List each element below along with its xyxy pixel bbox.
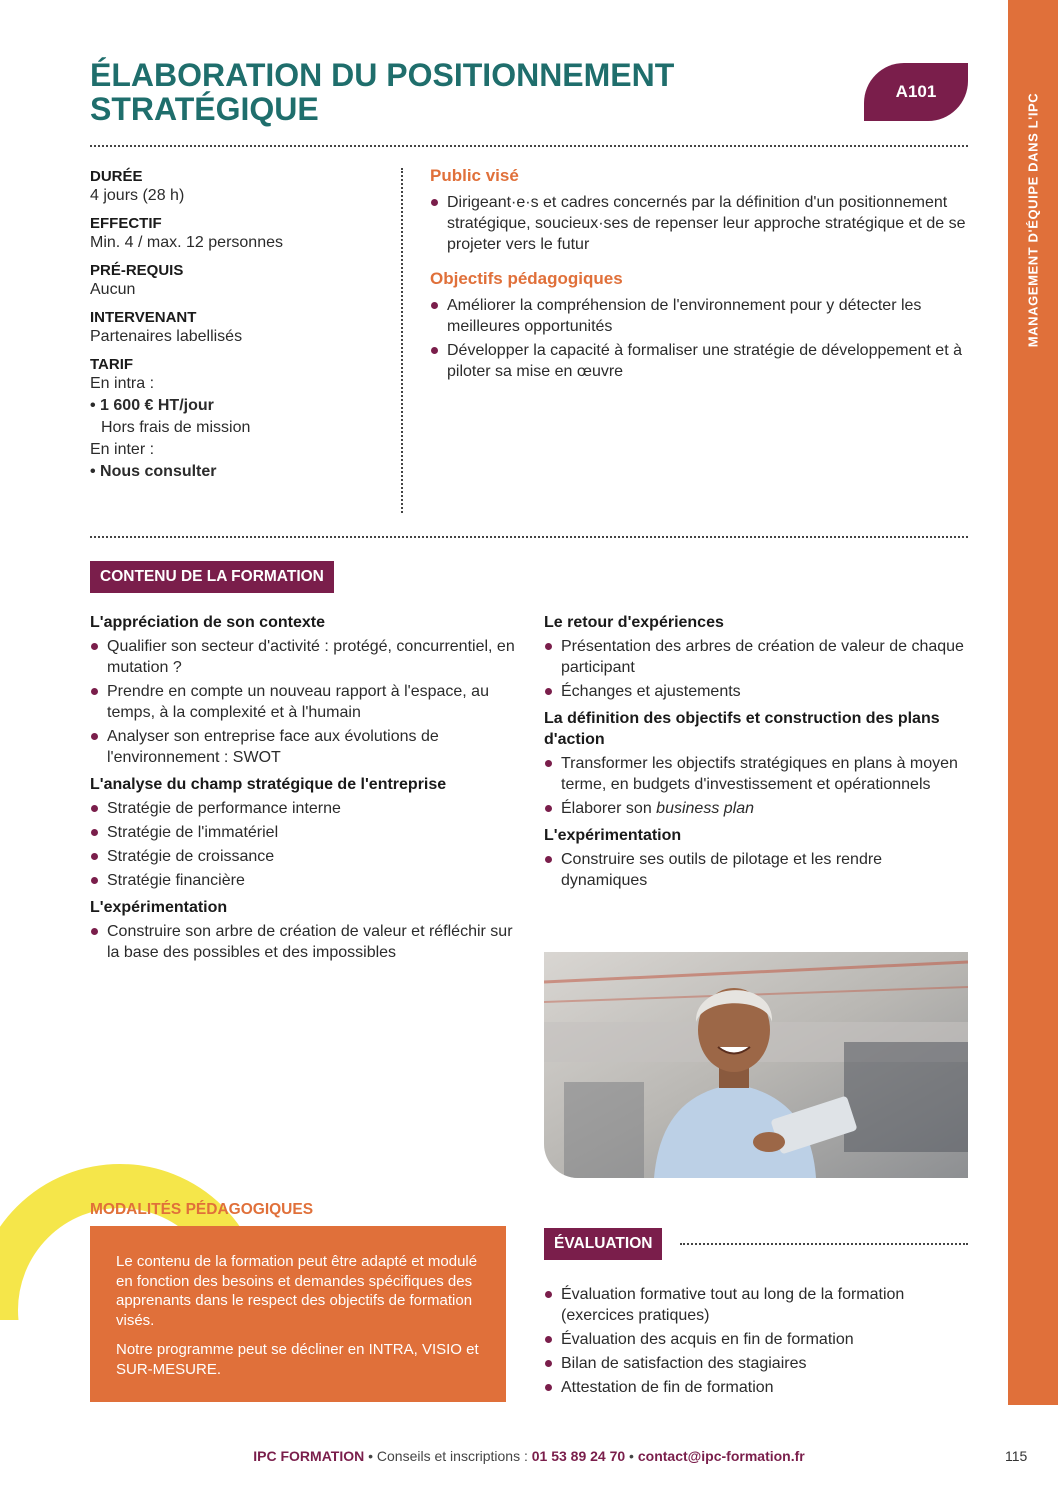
section-title: L'appréciation de son contexte xyxy=(90,614,325,631)
page-number: 115 xyxy=(1005,1448,1028,1464)
section-list xyxy=(90,921,520,963)
page-title: ÉLABORATION DU POSITIONNEMENT STRATÉGIQUE xyxy=(90,57,675,127)
footer xyxy=(0,1448,1058,1464)
section-list xyxy=(544,753,968,819)
list-item: Attestation de fin de formation xyxy=(544,1377,974,1398)
inter-label: En inter : xyxy=(90,441,155,458)
footer-text: • Conseils et inscriptions : xyxy=(364,1448,532,1464)
list-item: Stratégie de performance interne xyxy=(90,798,520,819)
footer-brand: IPC FORMATION xyxy=(253,1448,365,1464)
intervenant-label: INTERVENANT xyxy=(90,309,197,326)
list-item: Analyser son entreprise face aux évolutions de l'environnement : SWOT xyxy=(90,726,520,768)
list-item: Prendre en compte un nouveau rapport à l'espace, au temps, à la complexité et à l'humain xyxy=(90,681,520,723)
evaluation-list xyxy=(544,1284,974,1398)
section-list xyxy=(544,636,968,702)
public-heading: Public visé xyxy=(430,166,519,185)
list-item-prefix: Élaborer son xyxy=(561,800,657,817)
list-item: Construire son arbre de création de valeur et réfléchir sur la base des possibles et des impossibles xyxy=(90,921,520,963)
list-item: Dirigeant·e·s et cadres concernés par la définition d'un positionnement stratégique, soucieux·ses de repenser leur approche stratégique et de se projeter vers le futur xyxy=(430,192,990,255)
intra-note: Hors frais de mission xyxy=(101,419,251,436)
prereq-label: PRÉ-REQUIS xyxy=(90,262,184,279)
photo-woman-with-tablet xyxy=(544,952,968,1178)
list-item: Évaluation formative tout au long de la formation (exercices pratiques) xyxy=(544,1284,974,1326)
intervenant-value: Partenaires labellisés xyxy=(90,328,243,345)
inter-value: • Nous consulter xyxy=(90,463,217,480)
section-title: L'expérimentation xyxy=(90,899,228,916)
section-list xyxy=(544,849,968,891)
list-item: Transformer les objectifs stratégiques en plans à moyen terme, en budgets d'investissement et opérationnels xyxy=(544,753,968,795)
side-label: MANAGEMENT D'ÉQUIPE DANS L'IPC xyxy=(1025,92,1041,348)
section-title: Le retour d'expériences xyxy=(544,614,724,631)
divider-middle xyxy=(90,536,968,538)
footer-phone[interactable]: 01 53 89 24 70 xyxy=(531,1448,626,1464)
divider-top xyxy=(90,145,968,147)
footer-separator: • xyxy=(625,1448,638,1464)
list-item: Stratégie de croissance xyxy=(90,846,520,867)
duree-value: 4 jours (28 h) xyxy=(90,187,185,204)
list-item xyxy=(544,798,968,819)
objectifs-heading: Objectifs pédagogiques xyxy=(430,269,623,288)
section-title: L'expérimentation xyxy=(544,827,682,844)
divider-evaluation xyxy=(680,1243,968,1245)
evaluation-section xyxy=(544,1284,974,1401)
public-list xyxy=(430,192,990,255)
prereq-value: Aucun xyxy=(90,281,136,298)
contenu-right-column xyxy=(544,612,968,894)
list-item: Évaluation des acquis en fin de formation xyxy=(544,1329,974,1350)
course-code-badge: A101 xyxy=(864,63,968,121)
section-title: L'analyse du champ stratégique de l'entreprise xyxy=(90,776,447,793)
tarif-label: TARIF xyxy=(90,356,134,373)
modalites-box xyxy=(90,1226,506,1402)
duree-label: DURÉE xyxy=(90,168,143,185)
modalites-paragraph-1: Le contenu de la formation peut être adapté et modulé en fonction des besoins et demandes spécifiques des apprenants dans le respect des objectifs de formation visés. xyxy=(116,1253,478,1329)
list-item-italic: business plan xyxy=(656,800,755,817)
footer-email[interactable]: contact@ipc-formation.fr xyxy=(637,1448,805,1464)
contenu-left-column xyxy=(90,612,520,966)
effectif-label: EFFECTIF xyxy=(90,215,162,232)
audience-objectives xyxy=(430,166,990,385)
section-title: La définition des objectifs et construction des plans d'action xyxy=(544,710,940,748)
list-item: Développer la capacité à formaliser une stratégie de développement et à piloter sa mise en œuvre xyxy=(430,340,990,382)
section-list xyxy=(90,636,520,768)
list-item: Stratégie de l'immatériel xyxy=(90,822,520,843)
effectif-value: Min. 4 / max. 12 personnes xyxy=(90,234,283,251)
contenu-badge: CONTENU DE LA FORMATION xyxy=(90,561,334,593)
evaluation-badge: ÉVALUATION xyxy=(544,1228,662,1260)
list-item: Construire ses outils de pilotage et les rendre dynamiques xyxy=(544,849,968,891)
modalites-paragraph-2: Notre programme peut se décliner en INTRA, VISIO et SUR-MESURE. xyxy=(116,1341,479,1378)
course-info xyxy=(90,168,390,483)
objectifs-list xyxy=(430,295,990,382)
list-item: Qualifier son secteur d'activité : protégé, concurrentiel, en mutation ? xyxy=(90,636,520,678)
divider-vertical xyxy=(401,168,403,513)
list-item: Améliorer la compréhension de l'environnement pour y détecter les meilleures opportunités xyxy=(430,295,990,337)
intra-label: En intra : xyxy=(90,375,155,392)
list-item: Stratégie financière xyxy=(90,870,520,891)
modalites-heading: MODALITÉS PÉDAGOGIQUES xyxy=(90,1201,314,1218)
section-list xyxy=(90,798,520,891)
side-band xyxy=(1008,0,1058,1405)
list-item: Échanges et ajustements xyxy=(544,681,968,702)
intra-price: • 1 600 € HT/jour xyxy=(90,397,214,414)
list-item: Bilan de satisfaction des stagiaires xyxy=(544,1353,974,1374)
list-item: Présentation des arbres de création de valeur de chaque participant xyxy=(544,636,968,678)
